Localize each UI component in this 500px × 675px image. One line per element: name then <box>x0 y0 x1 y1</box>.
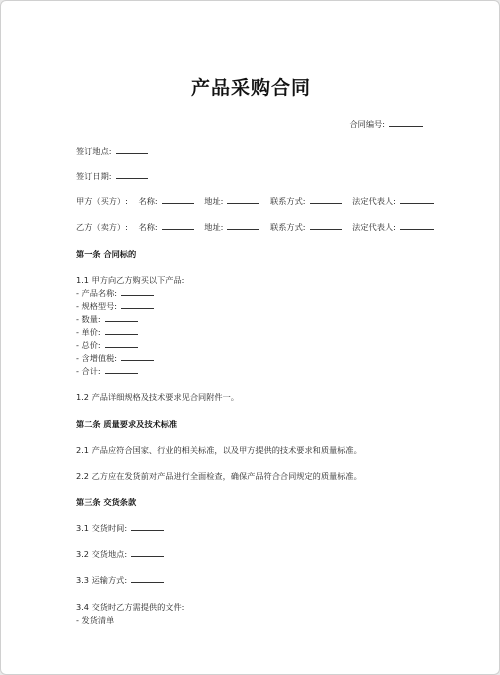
item-label: - 含增值税: <box>76 353 118 363</box>
party-b-name-blank[interactable] <box>162 222 194 230</box>
item-blank[interactable] <box>121 301 154 309</box>
party-b-address-label: 地址: <box>204 222 224 232</box>
item-blank[interactable] <box>121 288 154 296</box>
article-3-clause-4-item-1: - 发货清单 <box>76 615 115 625</box>
party-b-address-blank[interactable] <box>227 222 259 230</box>
sign-place-label: 签订地点: <box>76 146 112 156</box>
item-label: - 总价: <box>76 340 101 350</box>
party-a-contact-label: 联系方式: <box>270 196 306 206</box>
sign-place-line <box>76 146 148 157</box>
party-b-contact-blank[interactable] <box>310 222 342 230</box>
article-3-clause-1 <box>76 523 164 534</box>
contract-number-blank[interactable] <box>389 119 423 127</box>
item-spec-model <box>76 301 154 312</box>
article-1-heading: 第一条 合同标的 <box>76 249 137 259</box>
item-total-price <box>76 340 138 351</box>
item-label: - 合计: <box>76 366 101 376</box>
party-b-rep-blank[interactable] <box>400 222 434 230</box>
party-a-name-label: 名称: <box>138 196 158 206</box>
sign-date-label: 签订日期: <box>76 171 112 181</box>
party-a-contact-blank[interactable] <box>310 196 342 204</box>
delivery-time-label: 3.1 交货时间: <box>76 523 128 533</box>
contract-title: 产品采购合同 <box>190 77 311 99</box>
item-blank[interactable] <box>121 353 154 361</box>
party-a-address-label: 地址: <box>204 196 224 206</box>
sign-date-blank[interactable] <box>116 171 148 179</box>
article-3-clause-2 <box>76 549 164 560</box>
article-2-clause-2: 2.2 乙方应在发货前对产品进行全面检查，确保产品符合合同规定的质量标准。 <box>76 471 362 481</box>
article-3-heading: 第三条 交货条款 <box>76 497 137 507</box>
sign-place-blank[interactable] <box>116 146 148 154</box>
article-2-clause-1: 2.1 产品应符合国家、行业的相关标准，以及甲方提供的技术要求和质量标准。 <box>76 445 362 455</box>
item-sum-total <box>76 366 138 377</box>
article-1-intro: 1.1 甲方向乙方购买以下产品: <box>76 275 185 285</box>
transport-mode-blank[interactable] <box>131 575 164 583</box>
transport-mode-label: 3.3 运输方式: <box>76 575 128 585</box>
party-a-name-blank[interactable] <box>162 196 194 204</box>
sign-date-line <box>76 171 148 182</box>
party-a-line <box>76 196 434 207</box>
item-label: - 数量: <box>76 314 101 324</box>
item-including-vat <box>76 353 154 364</box>
party-a-address-blank[interactable] <box>227 196 259 204</box>
item-product-name <box>76 288 154 299</box>
item-label: - 单价: <box>76 327 101 337</box>
party-b-rep-label: 法定代表人: <box>352 222 396 232</box>
item-blank[interactable] <box>105 314 138 322</box>
delivery-place-blank[interactable] <box>131 549 164 557</box>
item-label: - 产品名称: <box>76 288 118 298</box>
item-blank[interactable] <box>105 366 138 374</box>
article-3-clause-4: 3.4 交货时乙方需提供的文件: <box>76 602 185 612</box>
item-unit-price <box>76 327 138 338</box>
item-quantity <box>76 314 138 325</box>
item-label: - 规格型号: <box>76 301 118 311</box>
contract-number-line <box>349 119 423 130</box>
item-blank[interactable] <box>105 340 138 348</box>
party-b-name-label: 名称: <box>138 222 158 232</box>
article-1-clause-2: 1.2 产品详细规格及技术要求见合同附件一。 <box>76 392 239 402</box>
party-b-label: 乙方（卖方）: <box>76 222 128 232</box>
party-a-label: 甲方（买方）: <box>76 196 128 206</box>
party-b-contact-label: 联系方式: <box>270 222 306 232</box>
item-blank[interactable] <box>105 327 138 335</box>
party-b-line <box>76 222 434 233</box>
party-a-rep-label: 法定代表人: <box>352 196 396 206</box>
article-2-heading: 第二条 质量要求及技术标准 <box>76 419 178 429</box>
delivery-time-blank[interactable] <box>131 523 164 531</box>
article-3-clause-3 <box>76 575 164 586</box>
party-a-rep-blank[interactable] <box>400 196 434 204</box>
contract-number-label: 合同编号: <box>349 119 385 129</box>
delivery-place-label: 3.2 交货地点: <box>76 549 128 559</box>
